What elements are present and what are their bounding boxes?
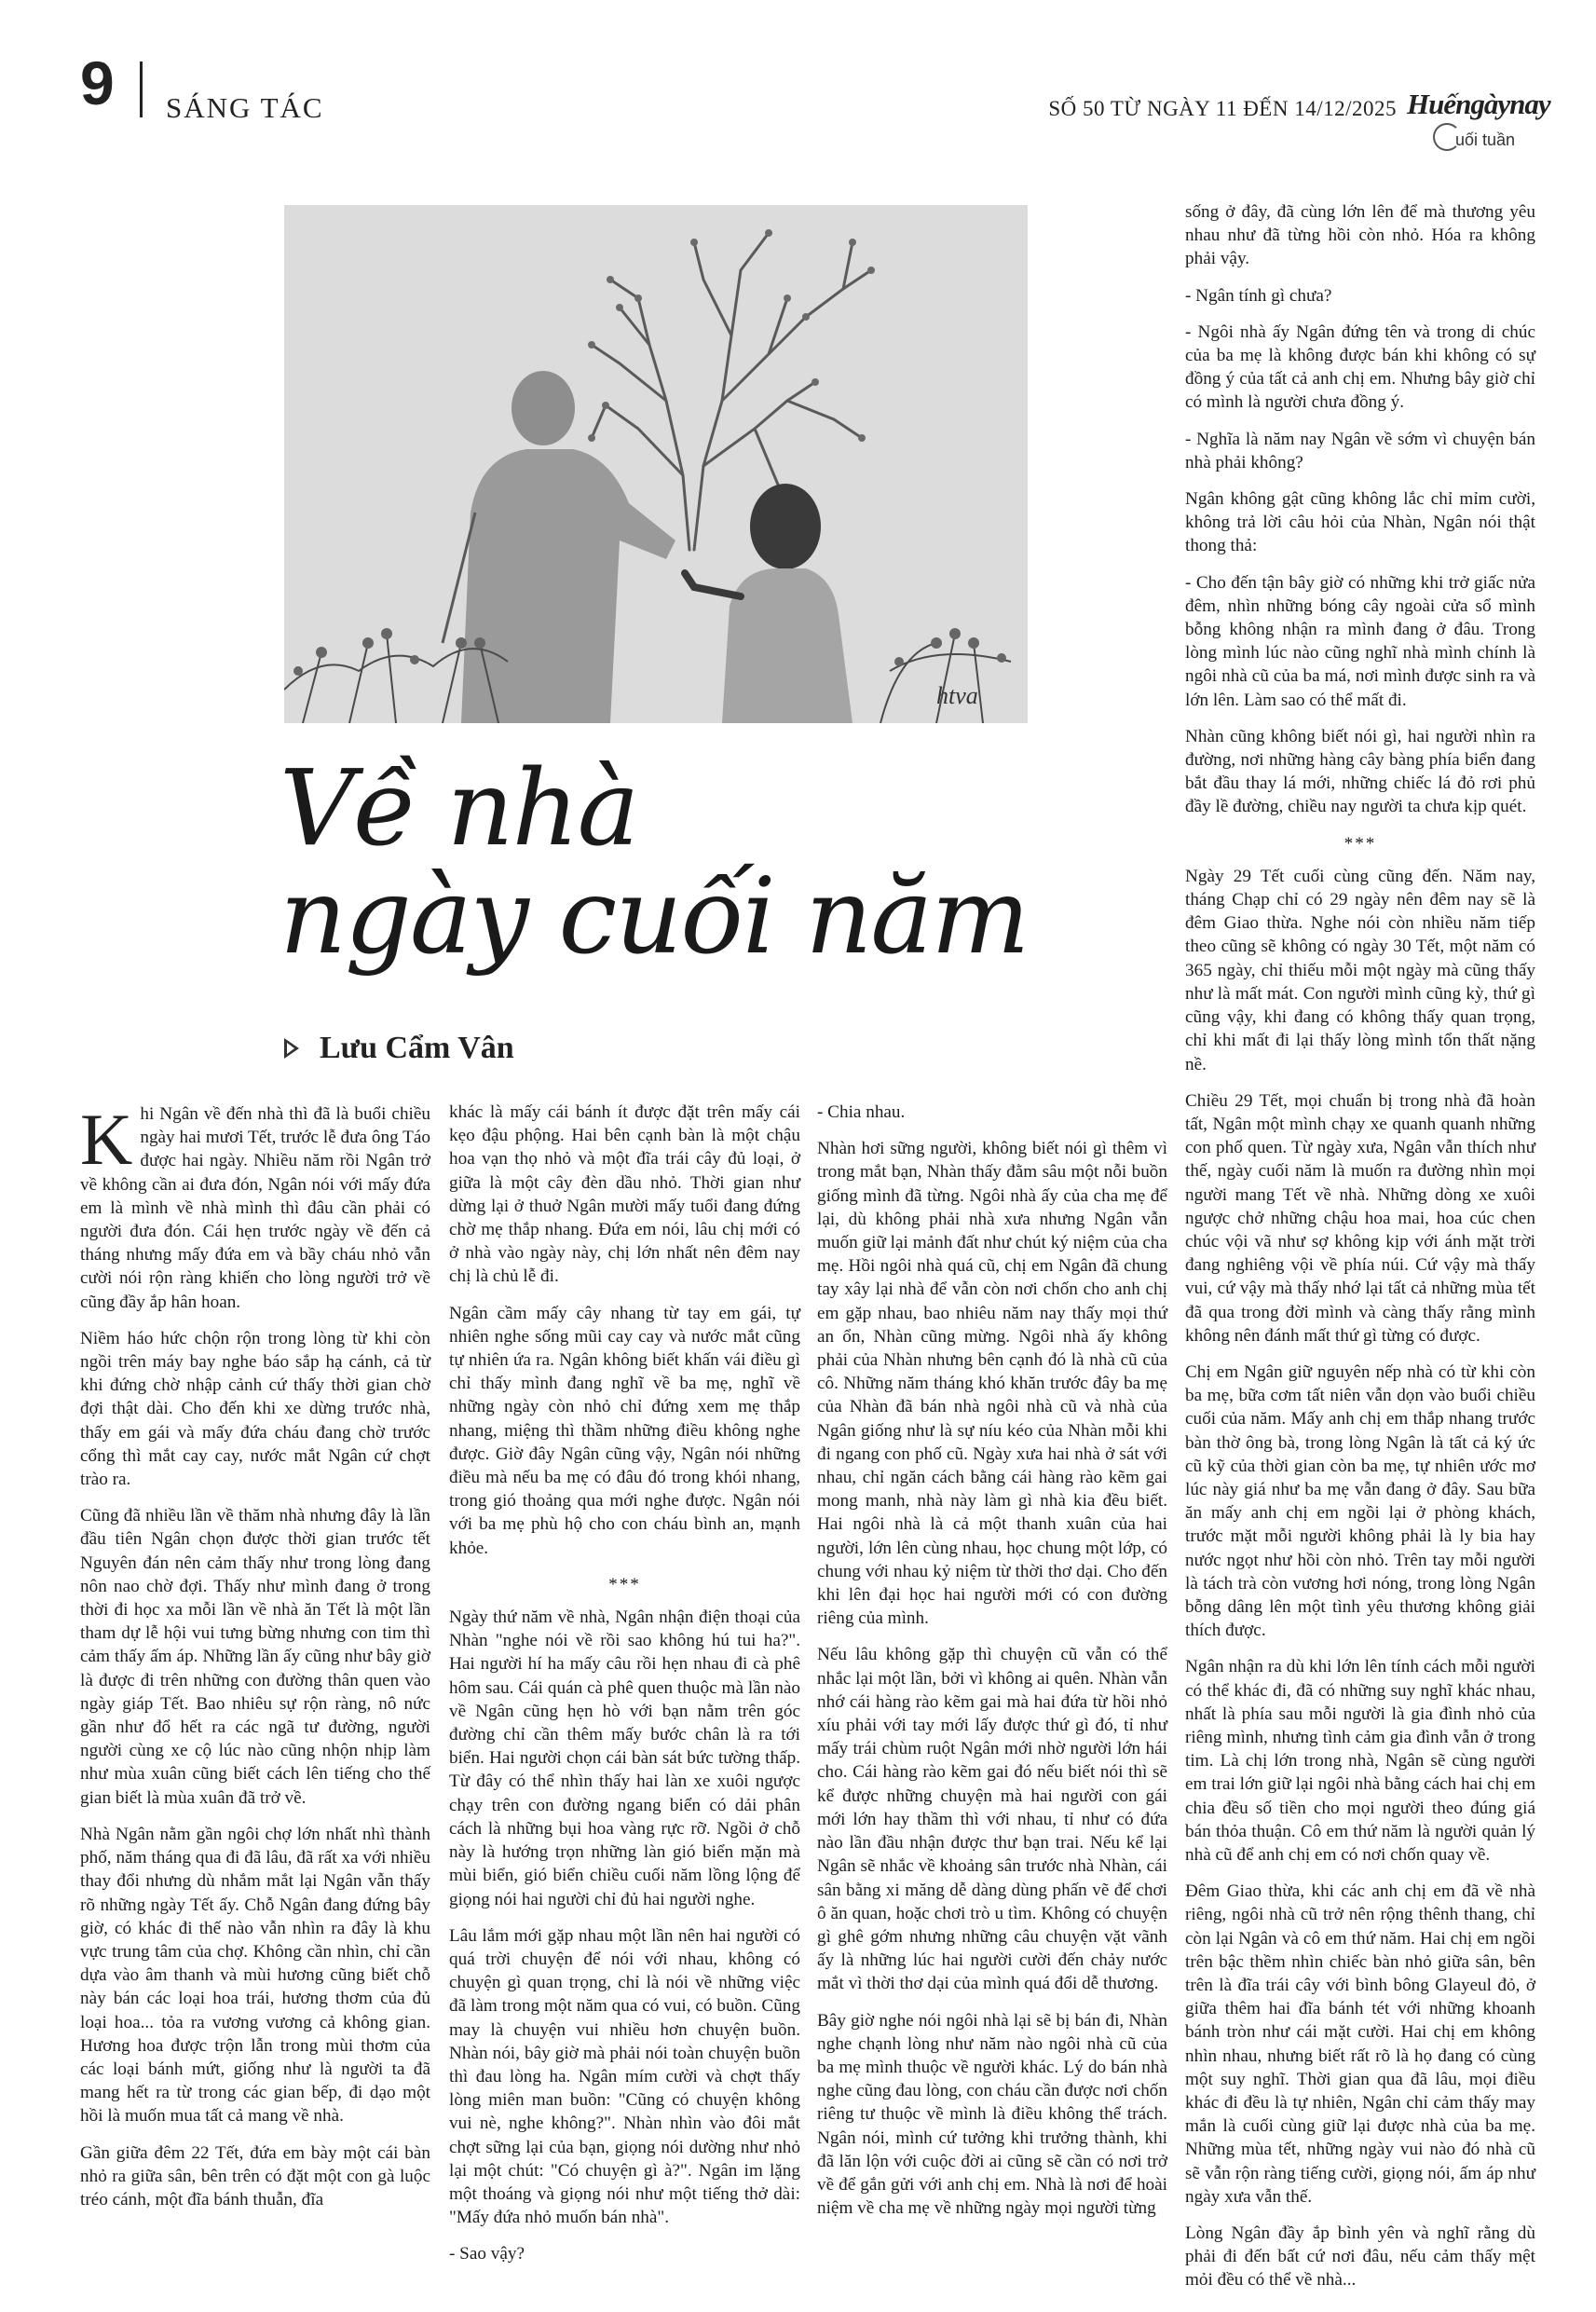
paragraph: - Sao vậy? — [449, 2244, 525, 2264]
article-column-4 — [1185, 200, 1535, 2305]
illustrator-signature: htva — [936, 682, 978, 709]
brand-logo — [1407, 89, 1565, 164]
paragraph: Lòng Ngân đầy ắp bình yên và nghĩ rằng dù phải đi đến bất cứ nơi đâu, nếu cảm thấy mệt mỏi đều có thể về nhà... — [1185, 2223, 1535, 2291]
paragraph: sống ở đây, đã cùng lớn lên để mà thương yêu nhau như đã từng hồi còn nhỏ. Hóa ra không phải vậy. — [1185, 202, 1535, 269]
paragraph: Gần giữa đêm 22 Tết, đứa em bày một cái bàn nhỏ ra giữa sân, bên trên có đặt một con gà luộc tréo cánh, một đĩa bánh thuẫn, đĩa — [80, 2142, 430, 2209]
section-separator: *** — [1344, 833, 1377, 854]
paragraph: - Cho đến tận bây giờ có những khi trở giấc nửa đêm, nhìn những bóng cây ngoài cửa sổ mình bỗng không nhận ra mình đang ở đâu. Trong lòng mình lúc nào cũng nghĩ nhà mình chính là ngôi nhà cũ của ba má, nơi mình được sinh ra và lớn lên. Làm sao có thể mất đi. — [1185, 572, 1535, 710]
paragraph: khác là mấy cái bánh ít được đặt trên mấy cái kẹo đậu phộng. Hai bên cạnh bàn là một chậu hoa vạn thọ nhỏ và một đĩa trái cây đủ loại, ở giữa là một cây đèn dầu nhỏ. Thời gian như dừng lại ở thuở Ngân mười mấy tuổi đang đứng chờ mẹ thắp nhang. Đứa em nói, lâu chị mới có ở nhà vào ngày này, chị lớn nhất nên đêm nay chị là chủ lễ đi. — [449, 1102, 800, 1287]
brand-subtitle: uối tuần — [1455, 130, 1516, 149]
paragraph: Nhàn cũng không biết nói gì, hai người nhìn ra đường, nơi những hàng cây bàng phía biển đang bắt đầu thay lá mới, những chiếc lá đỏ rơi phủ đầy lề đường, chiều nay người ta chưa kịp quét. — [1185, 726, 1535, 817]
paragraph: - Ngân tính gì chưa? — [1185, 285, 1332, 306]
article-illustration — [284, 205, 1028, 723]
title-line-2: ngày cuối năm — [280, 856, 1029, 978]
paragraph: Ngân cầm mấy cây nhang từ tay em gái, tự nhiên nghe sống mũi cay cay và nước mắt cũng tự nhiên ứa ra. Ngân không biết khấn vái điều gì chỉ thấy mình đang nghĩ về ba mẹ, nghĩ về những ngày còn nhỏ chỉ đứng xem mẹ thắp nhang, miệng thì thầm những điều không nghe được. Giờ đây Ngân cũng vậy, Ngân nói những điều mà nếu ba mẹ có đâu đó trong khói nhang, trong gió thoảng qua mới nghe được. Ngân nói với ba mẹ phù hộ cho con cháu bình an, mạnh khỏe. — [449, 1303, 800, 1558]
byline — [284, 1031, 514, 1066]
paragraph: Ngày thứ năm về nhà, Ngân nhận điện thoại của Nhàn "nghe nói về rồi sao không hú tui ha?". Hai người hí ha mấy câu rồi hẹn nhau đi cà phê hôm sau. Cái quán cà phê quen thuộc mà lần nào về Ngân cũng hẹn hò với bạn nằm trên góc đường chỉ cần thêm mấy bước chân là ra tới biển. Hai người chọn cái bàn sát bức tường thấp. Từ đây có thể nhìn thấy hai làn xe xuôi ngược chạy trên con đường ngang biển có dải phân cách là những bụi hoa vàng rực rỡ. Ngồi ở chỗ này là hướng trọn những làn gió biển mặn mà mùi biển, gió biển chiều cuối năm lồng lộng để giọng nói hai người chỉ đủ hai người nghe. — [449, 1607, 800, 1909]
paragraph: Bây giờ nghe nói ngôi nhà lại sẽ bị bán đi, Nhàn nghe chạnh lòng như năm nào ngôi nhà cũ của ba mẹ mình thuộc về người khác. Lý do bán nhà nghe cũng đau lòng, con cháu cần được nơi chốn riêng tư thuộc về mình là điều không thể trách. Ngân nói, mình cứ tưởng khi trưởng thành, khi đã lăn lộn với cuộc đời ai cũng sẽ cần có nơi trở về để gắn gửi với anh chị em. Nhà là nơi để hoài niệm về cha mẹ về những ngày mọi người từng — [817, 2010, 1167, 2219]
triangle-bullet-icon — [284, 1038, 299, 1059]
drop-cap: K — [80, 1099, 133, 1180]
paragraph: Chị em Ngân giữ nguyên nếp nhà có từ khi còn ba mẹ, bữa cơm tất niên vẫn dọn vào buổi chiều cuối của năm. Mấy anh chị em thắp nhang trước bàn thờ ông bà, trong lòng Ngân là tất cả ký ức cũ kỹ của thời gian còn ba mẹ, tự nhiên ước mơ lúc này giá như ba mẹ vẫn đang ở đây. Sau bữa ăn mấy anh chị em ngồi lại ở phòng khách, trước mặt mỗi người không phải là ly bia hay nước ngọt như hồi còn nhỏ. Trên tay mỗi người là tách trà còn vương hơi nóng, trong lòng Ngân bỗng dâng lên một tình yêu thương không giải thích được. — [1185, 1361, 1535, 1641]
paragraph: Ngân nhận ra dù khi lớn lên tính cách mỗi người có thể khác đi, đã có những suy nghĩ khác nhau, nhất là phía sau mỗi người là gia đình nhỏ của riêng mình, nhưng tình cảm gia đình vẫn ở trong tim. Là chị lớn trong nhà, Ngân sẽ cùng người em trai lớn giữ lại ngôi nhà bằng cách hai chị em chia đều số tiền cho mọi người theo đúng giá bán thỏa thuận. Cô em thứ năm là người quản lý nhà cũ để anh chị em có nơi chốn quay về. — [1185, 1657, 1535, 1865]
article-title — [280, 748, 1118, 978]
paragraph: Lâu lắm mới gặp nhau một lần nên hai người có quá trời chuyện để nói với nhau, không có chuyện gì quan trọng, chỉ là nói về những việc đã làm trong một năm qua có vui, có buồn. Cũng may là chuyện vui nhiều hơn chuyện buồn. Nhàn nói, bây giờ mà phải nói toàn chuyện buồn thì đau lòng ha. Ngân mím cười và chợt thấy lòng miên man buồn: "Cũng có chuyện không vui nè, nghe không?". Nhàn nhìn vào đôi mắt chợt sững lại của bạn, giọng nói dường như nhỏ lại một chút: "Có chuyện gì à?". Ngân im lặng một thoáng và giọng nói như một tiếng thở dài: "Mấy đứa nhỏ muốn bán nhà". — [449, 1925, 800, 2228]
paragraph: Nếu lâu không gặp thì chuyện cũ vẫn có thể nhắc lại một lần, bởi vì không ai quên. Nhàn vẫn nhớ cái hàng rào kẽm gai mà hai đứa từ hồi nhỏ xíu phải với tay mới lấy được thứ gì đó, tỉ như mấy trái chùm ruột Ngân mới nhờ người lớn hái cho. Cái hàng rào kẽm gai đó nếu biết nói thì sẽ kể được những chuyện mà hai người con gái mới lớn hay thầm thì với nhau, tỉ như có đứa nào lần đầu nhận được thư bạn trai. Nếu kể lại Ngân sẽ nhắc về khoảng sân trước nhà Nhàn, cái sân bằng xi măng dễ dàng dùng phấn vẽ để chơi ô ăn quan, hoặc chơi trò u tìm. Không có chuyện gì ghê gớm nhưng những câu chuyện vặt vãnh ấy là những lúc hai người cười đến chảy nước mắt vì thời thơ dại của mình quá đổi dễ thương. — [817, 1645, 1167, 1994]
paragraph: Nhàn hơi sững người, không biết nói gì thêm vì trong mắt bạn, Nhàn thấy đằm sâu một nỗi buồn giống mình đã từng. Ngôi nhà ấy của cha mẹ để lại, dù không phải nhà xưa nhưng Ngân vẫn muốn giữ lại mảnh đất như chút ký niệm của cha mẹ. Hồi ngôi nhà quá cũ, chị em Ngân đã chung tay xây lại nhà để vẫn còn nơi chốn cho anh chị em gặp nhau, bao nhiêu năm nay thấy mọi thứ an ổn, Nhàn cũng mừng. Ngôi nhà ấy không phải của Nhàn nhưng bên cạnh đó là nhà cũ của cô. Những năm tháng khó khăn trước đây ba mẹ của Nhàn đã bán nhà ngôi nhà cũ và nhà của Ngân giống như là sự níu kéo của Nhàn mỗi khi đi ngang con phố cũ. Ngày xưa hai nhà ở sát với nhau, chỉ ngăn cách bằng cái hàng rào kẽm gai mong manh, nhà này làm gì nhà kia đều biết. Hai ngôi nhà là cả một thanh xuân của hai người, lớn lên cùng nhau, học chung một lớp, có chung với nhau kỷ niệm từ thời thơ dại. Cho đến khi lên đại học hai người mới có con đường riêng của mình. — [817, 1139, 1167, 1629]
article-column-2 — [449, 1101, 800, 2279]
article-column-3 — [817, 1101, 1167, 2233]
article-column-1 — [80, 1099, 430, 2224]
paragraph: Nhà Ngân nằm gần ngôi chợ lớn nhất nhì thành phố, năm tháng qua đi đã lâu, đã rất xa với nhiều thay đổi nhưng dù nhắm mắt lại Ngân vẫn thấy rõ những ngày Tết ấy. Chỗ Ngân đang đứng bây giờ, có khác đi thế nào vẫn nhìn ra đây là khu vực trung tâm của chợ. Không cần nhìn, chỉ cần dựa vào âm thanh và mùi hương cũng biết chỗ này bán các loại hoa trái, hương thơm của đủ loại hoa... tỏa ra vương vương cả không gian. Hương hoa được trộn lẫn trong mùi thơm của các loại bánh mứt, giống như là người ta đã mang hết ra từ trong các gian bếp, đi dạo một hồi là muốn mua tất cả mang về nhà. — [80, 1824, 430, 2127]
page-number: 9 — [80, 48, 115, 117]
paragraph: Ngày 29 Tết cuối cùng cũng đến. Năm nay, tháng Chạp chỉ có 29 ngày nên đêm nay sẽ là đêm Giao thừa. Nghe nói còn nhiều năm tiếp theo cũng sẽ không có ngày 30 Tết, một năm có 365 ngày, chỉ thiếu mỗi một ngày mà cũng thấy như là mất mát. Con người mình cũng kỳ, thứ gì cũng vậy, khi đang có không thấy quan trọng, chỉ khi mất đi lại thấy lòng mình tổn thất nặng nề. — [1185, 866, 1535, 1074]
paragraph: Đêm Giao thừa, khi các anh chị em đã về nhà riêng, ngôi nhà cũ trở nên rộng thênh thang, chỉ còn lại Ngân và cô em thứ năm. Hai chị em ngồi trên bậc thềm nhìn chiếc bàn nhỏ giữa sân, bên trên là đĩa trái cây với bình bông Glayeul đỏ, ở giữa thêm hai đĩa bánh tét với những khoanh bánh tròn như cái mặt cười. Hai chị em không nhìn nhau, nhưng biết rất rõ là họ đang có cùng một suy nghĩ. Thời gian qua đã lâu, mọi điều khác đi đều là tự nhiên, Ngân chỉ cảm thấy may mắn là cuối cùng giữ lại được nhà của ba mẹ. Những mùa tết, những ngày vui nào đó nhà cũ sẽ vẫn rộn ràng tiếng cười, giọng nói, ấm áp như ngày xưa vẫn thế. — [1185, 1881, 1535, 2207]
paragraph: Niềm háo hức chộn rộn trong lòng từ khi còn ngồi trên máy bay nghe báo sắp hạ cánh, cả từ khi đứng chờ nhập cảnh cứ thấy thời gian chờ đợi thật dài. Cho đến khi xe dừng trước nhà, thấy em gái và mấy đứa cháu đang chờ trước cổng thì mắt cay cay, nước mắt Ngân cứ chợt trào ra. — [80, 1328, 430, 1490]
issue-date: SỐ 50 TỪ NGÀY 11 ĐẾN 14/12/2025 — [1048, 97, 1397, 120]
title-line-1: Về nhà — [280, 748, 638, 869]
paragraph: Ngân không gật cũng không lắc chỉ mỉm cười, không trả lời câu hỏi của Nhàn, Ngân nói thật thong thả: — [1185, 489, 1535, 556]
paragraph — [80, 1099, 430, 1314]
brand-name: Huếngàynay — [1407, 88, 1550, 120]
paragraph-text: hi Ngân về đến nhà thì đã là buổi chiều ngày hai mươi Tết, trước lễ đưa ông Táo được hai ngày. Nhiều năm rồi Ngân trở về không cần ai đưa đón, Ngân nói với mấy đứa em là mình về nhà mình thì đâu cần phải có người đưa đón. Cái hẹn trước ngày về đến cả tháng nhưng mấy đứa em và bầy cháu nhỏ vẫn cười nói rộn ràng khiến cho lòng người trở về cũng đầy ắp hân hoan. — [80, 1104, 430, 1312]
section-label: SÁNG TÁC — [166, 91, 324, 124]
section-separator: *** — [608, 1574, 641, 1594]
author-name: Lưu Cẩm Vân — [320, 1031, 514, 1065]
paragraph: Chiều 29 Tết, mọi chuẩn bị trong nhà đã hoàn tất, Ngân một mình chạy xe quanh quanh những con phố quen. Từ ngày xưa, Ngân vẫn thích như thế, ngày cuối năm là muốn ra đường nhìn mọi người mang Tết về nhà. Những dòng xe xuôi ngược chở những chậu hoa mai, hoa cúc chen chúc vội vã như sợ không kịp với ánh mặt trời đang nghiêng vội về phía núi. Cứ vậy mà thấy vui, cứ vậy mà thấy nhớ lại tất cả những mùa tết đã qua trong đời mình và càng thấy rằng mình không nên đánh mất thứ gì từng có được. — [1185, 1090, 1535, 1346]
illustration-drawing — [284, 205, 1028, 723]
paragraph: - Nghĩa là năm nay Ngân về sớm vì chuyện bán nhà phải không? — [1185, 429, 1535, 472]
paragraph: - Ngôi nhà ấy Ngân đứng tên và trong di chúc của ba mẹ là không được bán khi không có sự đồng ý của tất cả anh chị em. Nhưng bây giờ chỉ có mình là người chưa đồng ý. — [1185, 321, 1535, 413]
header-divider — [140, 62, 143, 117]
paragraph: - Chia nhau. — [817, 1102, 906, 1122]
paragraph: Cũng đã nhiều lần về thăm nhà nhưng đây là lần đầu tiên Ngân chọn được thời gian trước tết Nguyên đán nên cảm thấy như trong lòng đang nôn nao chờ đợi. Thấy như mình đang ở trong thời đi học xa mỗi lần về nhà ăn Tết là một lần tham dự lễ hội vui tưng bừng nhưng con tim thì cảm thấy ấm áp. Những lần ấy cũng như bây giờ là được đi trên những con đường thân quen vào ngày giáp Tết. Bao nhiêu sự rộn ràng, nô nức gần như đổ hết ra các ngã tư đường, người người cùng xe cộ lúc nào cũng nhộn nhịp làm như mùa xuân cũng biết cách lên tiếng cho thế gian biết là mùa xuân đã trở về. — [80, 1506, 430, 1808]
